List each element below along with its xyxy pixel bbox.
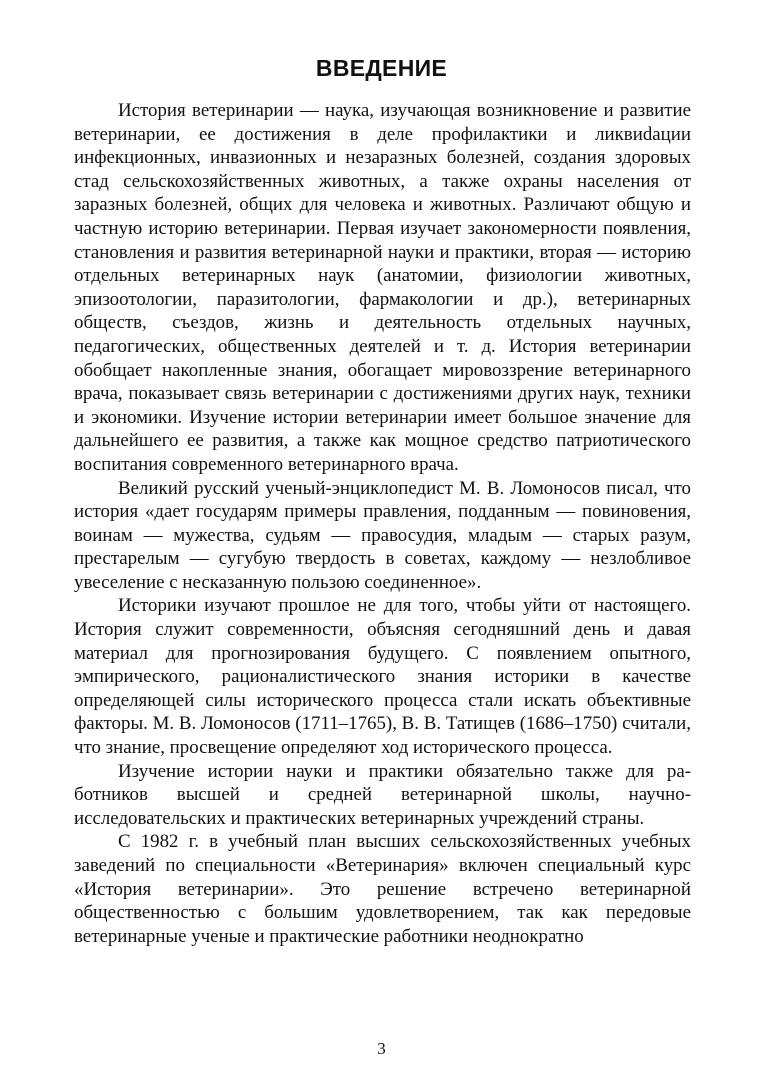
page-title: ВВЕДЕНИЕ (315, 55, 448, 81)
paragraph-4: Изучение истории науки и практики обязательно также для работников высшей и средней ветеринарной школы, научно-исследовательских и практических ветеринарных учреждений страны. (74, 760, 691, 829)
paragraph-3: Историки изучают прошлое не для того, чтобы уйти от настоящего. История служит современности, объясняя сегодняшний день и давая материал для прогнозирования будущего. С появлением опытного, эмпирического, рационалистического знания историки в качестве определяющей силы исторического процесса стали искать объективные факторы. М. В. Ломоносов (1711–1765), В. В. Татищев (1686–1750) считали, что знание, просвещение определяют ход исторического процесса. (74, 595, 691, 759)
paragraph-5: С 1982 г. в учебный план высших сельскохозяйственных учебных заведений по специальности «Ветеринария» включен специальный курс «История ветеринарии». Это решение встречено ветеринарной общественностью с большим удовлетворением, так как передовые ветеринарные ученые и практические работники неоднократно (74, 831, 691, 947)
page-number: 3 (377, 1039, 386, 1058)
paragraph-1: История ветеринарии — наука, изучающая возникновение и развитие ветеринарии, ее достижения в деле профилактики и ликвиdации инфекционных, инвазионных и незаразных болезней, создания здоровых стад сельскохозяйственных животных, а также охраны населения от заразных болезней, общих для человека и животных. Различают общую и частную историю ветеринарии. Первая изучает закономерности появления, становления и развития ветеринарной науки и практики, вторая — историю отдельных ветеринарных наук (анатомии, физиологии животных, эпизоотологии, паразитологии, фармакологии и др.), ветеринарных обществ, съездов, жизнь и деятельность отдельных научных, педагогических, общественных деятелей и т. д. История ветеринарии обобщает накопленные знания, обогащает мировоззрение ветеринарного врача, показывает связь ветеринарии с достижениями других наук, техники и экономики. Изучение истории ветеринарии имеет большое значение для дальнейшего ее развития, а также как мощное средство патриотического воспитания современного ветеринарного врача. (74, 100, 691, 475)
body-text (74, 99, 691, 948)
paragraph-2: Великий русский ученый-энциклопедист М. В. Ломоносов писал, что история «дает государям примеры правления, подданным — повиновения, воинам — мужества, судьям — правосудия, младым — старых разум, престарелым — сугубую твердость в советах, каждому — незлобливое увеселение с несказанную пользою соединенное». (74, 477, 691, 593)
